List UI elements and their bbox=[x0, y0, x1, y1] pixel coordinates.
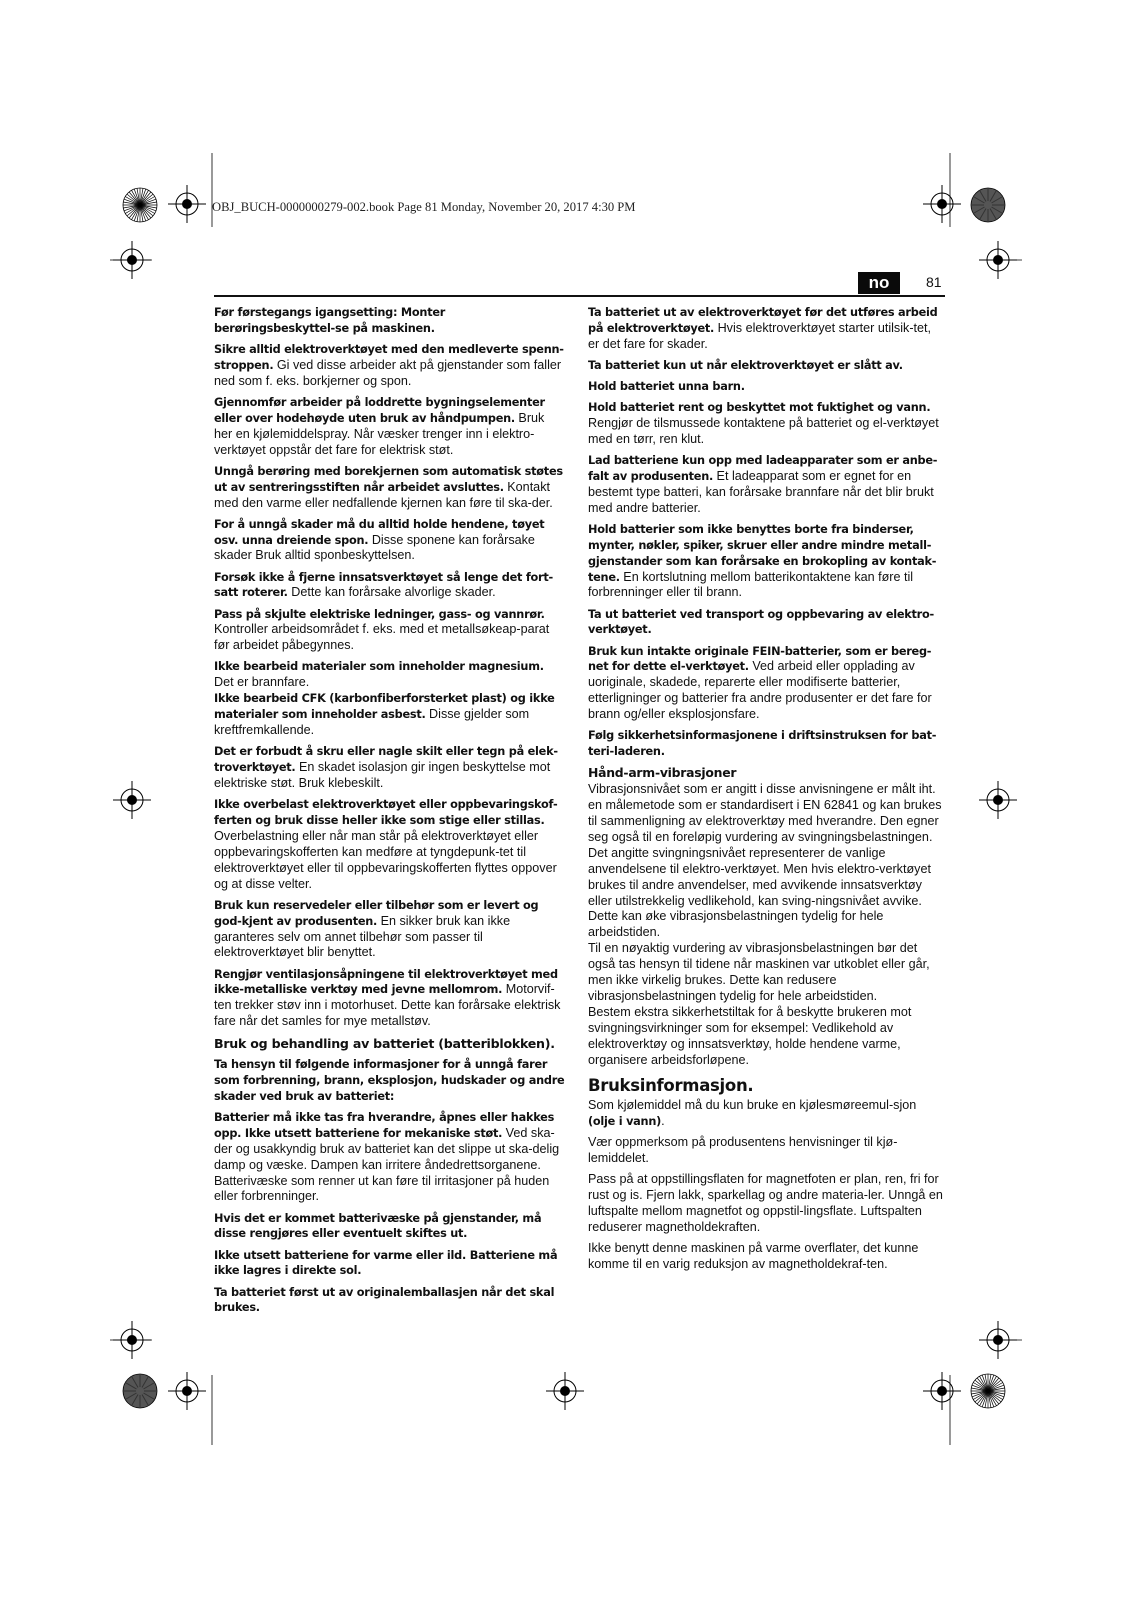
paragraph bbox=[588, 1098, 944, 1130]
body-text: En kortslutning mellom batterikontaktene kan føre til forbrenninger eller til brann. bbox=[588, 569, 914, 600]
body-text: Hvis elektroverktøyet starter utilsik-tet, er det fare for skader. bbox=[588, 320, 932, 351]
paragraph bbox=[588, 1135, 944, 1167]
body-text: Til en nøyaktig vurdering av vibrasjonsbelastningen bør det også tas hensyn til tidene når maskinen var utkoblet eller går, men ikke virkelig brukes. Dette kan redusere vibrasjonsbelastningen tydelig for hele arbeidstiden. bbox=[588, 941, 930, 1003]
paragraph bbox=[588, 522, 944, 602]
subsection-heading: Hånd-arm-vibrasjoner bbox=[588, 765, 737, 781]
paragraph bbox=[588, 453, 944, 517]
body-text: Disse gjelder som kreftfremkallende. bbox=[214, 707, 530, 738]
page-number: 81 bbox=[926, 274, 942, 290]
paragraph bbox=[214, 691, 566, 739]
registration-crosshair bbox=[168, 185, 206, 223]
body-text: Vibrasjonsnivået som er angitt i disse anvisningene er målt iht. en målemetode som er standardisert i EN 62841 og kan brukes til sammenligning av elektroverktøy med hverandre. Den egner seg også til en foreløpig vurdering av svingningsbelastningen. bbox=[588, 782, 942, 844]
registration-starburst-bottom-right bbox=[971, 1374, 1005, 1408]
left-column bbox=[214, 305, 566, 1322]
warning-text: Før førstegangs igangsetting: Monter berøringsbeskyttel-se på maskinen. bbox=[214, 306, 446, 335]
warning-text: Ikke bearbeid materialer som inneholder magnesium. bbox=[214, 660, 544, 674]
warning-text: Ta batteriet ut av elektroverktøyet før det utføres arbeid på elektroverktøyet. bbox=[588, 306, 938, 335]
warning-text: Lad batteriene kun opp med ladeapparater som er anbe-falt av produsenten. bbox=[588, 454, 938, 483]
paragraph bbox=[588, 1005, 944, 1069]
registration-crosshair bbox=[168, 1372, 206, 1410]
paragraph bbox=[588, 379, 944, 395]
warning-text: For å unngå skader må du alltid holde hendene, tøyet osv. unna dreiende spon. bbox=[214, 517, 545, 547]
paragraph bbox=[588, 1172, 944, 1236]
body-text: Ikke benytt denne maskinen på varme overflater, det kunne komme til en varig reduksjon av magnetholdekraf-ten. bbox=[588, 1241, 919, 1272]
warning-text: (olje i vann) bbox=[588, 1115, 662, 1129]
warning-text: Hold batteriet rent og beskyttet mot fuktighet og vann. bbox=[588, 401, 931, 415]
body-text: Vær oppmerksom på produsentens henvisninger til kjø-lemiddelet. bbox=[588, 1135, 898, 1166]
warning-text: Pass på skjulte elektriske ledninger, gass- og vannrør. bbox=[214, 607, 545, 621]
body-text: Kontakt med den varme eller nedfallende kjernen kan føre til ska-der. bbox=[214, 479, 553, 510]
paragraph bbox=[214, 570, 566, 602]
paragraph bbox=[588, 400, 944, 448]
paragraph bbox=[588, 1241, 944, 1273]
warning-text: Unngå berøring med borekjernen som automatisk støtes ut av sentreringsstiften når arbeidet avsluttes. bbox=[214, 464, 563, 494]
paragraph bbox=[588, 305, 944, 353]
body-text: Ved ska-der og usakkyndig bruk av batteriet kan det slippe ut ska-delig damp og væske. Dampen kan irritere åndedrettsorganene. Batterivæske som renner ut kan føre til irritasjoner på huden eller forbrenninger. bbox=[214, 1125, 560, 1204]
body-text: Bruk her en kjølemiddelspray. Når væsker trenger inn i elektro-verktøyet oppstår det fare for elektrisk støt. bbox=[214, 410, 545, 457]
warning-text: Sikre alltid elektroverktøyet med den medleverte spenn-stroppen. bbox=[214, 343, 564, 372]
body-text: Det er brannfare. bbox=[214, 675, 310, 690]
body-text: Ved arbeid eller opplading av uoriginale, skadede, reparerte eller modifiserte batterier, etterligninger og batterier fra andre produsenter er det fare for brann og/eller eksplosjonsfare. bbox=[588, 659, 932, 722]
paragraph bbox=[214, 305, 566, 337]
body-text: Rengjør de tilsmussede kontaktene på batteriet og el-verktøyet med en tørr, ren klut. bbox=[588, 416, 939, 446]
warning-text: Ikke bearbeid CFK (karbonfiberforsterket plast) og ikke materialer som inneholder asbest. bbox=[214, 692, 555, 722]
paragraph bbox=[214, 797, 566, 892]
warning-text: Ta batteriet kun ut når elektroverktøyet er slått av. bbox=[588, 358, 903, 372]
registration-crosshair bbox=[546, 1372, 584, 1410]
warning-text: Ta ut batteriet ved transport og oppbevaring av elektro-verktøyet. bbox=[588, 607, 934, 637]
warning-text: Ikke overbelast elektroverktøyet eller oppbevaringskof-ferten og bruk disse heller ikke som stige eller stillas. bbox=[214, 798, 558, 827]
warning-text: Ta batteriet først ut av originalemballasjen når det skal brukes. bbox=[214, 1285, 555, 1315]
warning-text: Batterier må ikke tas fra hverandre, åpnes eller hakkes opp. Ikke utsett batteriene for mekaniske støt. bbox=[214, 1110, 555, 1140]
right-column bbox=[588, 305, 944, 1278]
body-text: Motorvif-ten trekker støv inn i motorhuset. Dette kan forårsake elektrisk fare når det samles for mye metallstøv. bbox=[214, 982, 561, 1029]
header-rule bbox=[214, 295, 945, 297]
body-text: Kontroller arbeidsområdet f. eks. med et metallsøkeap-parat før arbeidet påbegynnes. bbox=[214, 622, 550, 653]
warning-text: Hvis det er kommet batterivæske på gjenstander, må disse rengjøres eller eventuelt skiftes ut. bbox=[214, 1211, 542, 1241]
registration-crosshair bbox=[113, 781, 151, 819]
registration-crosshair bbox=[979, 1321, 1017, 1359]
paragraph bbox=[214, 342, 566, 390]
body-text: Gi ved disse arbeider akt på gjenstander som faller ned som f. eks. borkjerner og spon. bbox=[214, 357, 562, 388]
registration-crosshair bbox=[113, 1321, 151, 1359]
body-text: Pass på at oppstillingsflaten for magnetfoten er plan, ren, fri for rust og is. Fjern lakk, sparkellag og andre materia-ler. Unngå en luftspalte mellom magnetfot og oppstil-lingsflate. Luftspalten reduserer magnetholdekraften. bbox=[588, 1172, 943, 1235]
paragraph bbox=[214, 744, 566, 792]
paragraph bbox=[588, 941, 944, 1005]
registration-crosshair bbox=[113, 241, 151, 279]
paragraph bbox=[588, 846, 944, 941]
paragraph bbox=[588, 644, 944, 724]
paragraph bbox=[214, 898, 566, 962]
body-text: En sikker bruk kan ikke garanteres selv om annet tilbehør som passer til elektroverktøyet blir benyttet. bbox=[214, 913, 511, 960]
body-text: Som kjølemiddel må du kun bruke en kjølesmøreemul-sjon bbox=[588, 1098, 917, 1113]
warning-text: Følg sikkerhetsinformasjonene i driftsinstruksen for bat-teri-laderen. bbox=[588, 729, 937, 759]
paragraph bbox=[214, 517, 566, 565]
body-text: Et ladeapparat som er egnet for en bestemt type batteri, kan forårsake brannfare når det blir brukt med andre batterier. bbox=[588, 468, 934, 515]
body-text: En skadet isolasjon gir ingen beskyttelse mot elektriske støt. Bruk klebeskilt. bbox=[214, 760, 551, 790]
print-file-header: OBJ_BUCH-0000000279-002.book Page 81 Monday, November 20, 2017 4:30 PM bbox=[212, 200, 636, 214]
paragraph bbox=[214, 659, 566, 691]
warning-text: Forsøk ikke å fjerne innsatsverktøyet så lenge det fort-satt roterer. bbox=[214, 570, 553, 600]
paragraph bbox=[588, 782, 944, 846]
warning-text: Hold batteriet unna barn. bbox=[588, 380, 745, 393]
paragraph bbox=[214, 1057, 566, 1105]
body-text: Bestem ekstra sikkerhetstiltak for å beskytte brukeren mot svingningsvirkninger som for eksempel: Vedlikehold av elektroverktøy og innsatsverktøy, holde hendene varme, organisere arbeidsforløpene. bbox=[588, 1004, 912, 1067]
chapter-heading: Bruksinformasjon. bbox=[588, 1076, 754, 1096]
registration-starburst-top-left bbox=[123, 188, 157, 222]
paragraph bbox=[588, 607, 944, 639]
paragraph bbox=[214, 1248, 566, 1280]
warning-text: Bruk kun reservedeler eller tilbehør som er levert og god-kjent av produsenten. bbox=[214, 898, 539, 928]
paragraph bbox=[214, 395, 566, 459]
paragraph bbox=[214, 1211, 566, 1243]
registration-crosshair bbox=[923, 1372, 961, 1410]
warning-text: Ikke utsett batteriene for varme eller ild. Batteriene må ikke lagres i direkte sol. bbox=[214, 1248, 558, 1278]
warning-text: Rengjør ventilasjonsåpningene til elektroverktøyet med ikke-metalliske verktøy med jevne mellomrom. bbox=[214, 967, 558, 997]
body-text: Disse sponene kan forårsake skader Bruk alltid sponbeskyttelsen. bbox=[214, 532, 535, 563]
paragraph bbox=[588, 728, 944, 760]
registration-crosshair bbox=[979, 241, 1017, 279]
warning-text: Hold batterier som ikke benyttes borte fra binderser, mynter, nøkler, spiker, skruer eller andre mindre metall-gjenstander som kan forårsake en brokopling av kontak-tene. bbox=[588, 522, 937, 584]
language-badge: no bbox=[858, 272, 900, 294]
paragraph bbox=[588, 358, 944, 374]
paragraph bbox=[214, 607, 566, 655]
body-text: Det angitte svingningsnivået representerer de vanlige anvendelsene til elektro-verktøyet. Men hvis elektro-verktøyet brukes til andre anvendelser, med avvikende innsatsverktøy eller utilstrekkelig vedlikehold, kan sving-ningsnivået avvike. Dette kan øke vibrasjonsbelastningen tydelig for hele arbeidstiden. bbox=[588, 845, 931, 940]
registration-starburst-top-right bbox=[971, 188, 1005, 222]
warning-text: Ta hensyn til følgende informasjoner for å unngå farer som forbrenning, brann, eksplosjon, hudskader og andre skader ved bruk av batteriet: bbox=[214, 1058, 565, 1103]
section-heading: Bruk og behandling av batteriet (batteriblokken). bbox=[214, 1036, 555, 1052]
body-text: . bbox=[661, 1114, 665, 1129]
warning-text: Bruk kun intakte originale FEIN-batterier, som er bereg-net for dette el-verktøyet. bbox=[588, 644, 932, 674]
warning-text: Det er forbudt å skru eller nagle skilt eller tegn på elek-troverktøyet. bbox=[214, 745, 558, 775]
paragraph bbox=[214, 1285, 566, 1317]
registration-crosshair bbox=[979, 781, 1017, 819]
paragraph bbox=[214, 1110, 566, 1205]
registration-crosshair bbox=[923, 185, 961, 223]
paragraph bbox=[214, 464, 566, 512]
body-text: Overbelastning eller når man står på elektroverktøyet eller oppbevaringskofferten kan medføre at tyngdepunk-tet til elektroverktøyet eller til oppbevaringskofferten flyttes oppover og at disse velter. bbox=[214, 828, 557, 891]
warning-text: Gjennomfør arbeider på loddrette bygningselementer eller over hodehøyde uten bruk av håndpumpen. bbox=[214, 395, 545, 425]
registration-starburst-bottom-left bbox=[123, 1374, 157, 1408]
body-text: Dette kan forårsake alvorlige skader. bbox=[287, 585, 496, 600]
paragraph bbox=[214, 967, 566, 1031]
